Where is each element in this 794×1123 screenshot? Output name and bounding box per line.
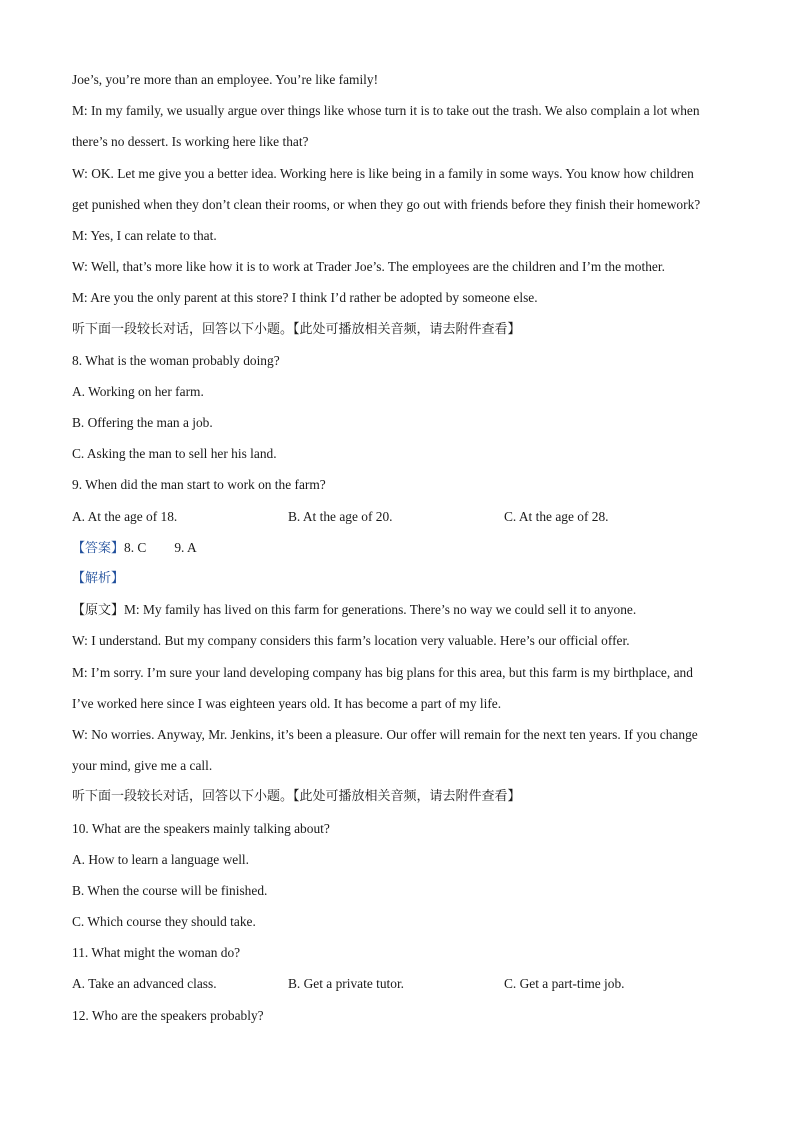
- transcript-line: I’ve worked here since I was eighteen years old. It has become a part of my life.: [72, 695, 502, 711]
- transcript-line: W: I understand. But my company considers this farm’s location very valuable. Here’s our official offer.: [72, 633, 630, 649]
- analysis-label: 【解析】: [72, 571, 125, 586]
- question-stem: 11. What might the woman do?: [72, 945, 241, 961]
- option-a: A. How to learn a language well.: [72, 851, 249, 867]
- transcript-line: your mind, give me a call.: [72, 758, 213, 774]
- option-a: A. Working on her farm.: [72, 383, 204, 399]
- option-b: B. At the age of 20.: [288, 508, 393, 524]
- option-b: B. Get a private tutor.: [288, 976, 405, 992]
- dialogue-line: M: In my family, we usually argue over things like whose turn it is to take out the trash. We also complain a lot when: [72, 103, 700, 119]
- option-a: A. At the age of 18.: [72, 508, 178, 524]
- section-instruction: 听下面一段较长对话，回答以下小题。【此处可播放相关音频，请去附件查看】: [72, 321, 521, 337]
- transcript-line: M: I’m sorry. I’m sure your land developing company has big plans for this area, but this farm is my birthplace, and: [72, 664, 693, 680]
- dialogue-line: there’s no dessert. Is working here like that?: [72, 134, 309, 150]
- option-b: B. When the course will be finished.: [72, 882, 268, 898]
- options-row: [72, 501, 724, 532]
- dialogue-line: W: OK. Let me give you a better idea. Working here is like being in a family in some ways. You know how children: [72, 165, 694, 181]
- dialogue-line: get punished when they don’t clean their rooms, or when they go out with friends before they finish their homework?: [72, 196, 701, 212]
- answer-8: 8. C: [124, 539, 147, 555]
- option-c: C. Which course they should take.: [72, 914, 256, 930]
- transcript-text: M: My family has lived on this farm for generations. There’s no way we could sell it to anyone.: [124, 602, 637, 618]
- document-page: [72, 64, 724, 1031]
- answer-line: [72, 532, 724, 563]
- option-c: C. At the age of 28.: [504, 508, 609, 524]
- dialogue-line: W: Well, that’s more like how it is to work at Trader Joe’s. The employees are the children and I’m the mother.: [72, 259, 665, 275]
- options-row: [72, 968, 724, 999]
- option-c: C. Get a part-time job.: [504, 976, 625, 992]
- answer-9: 9. A: [174, 539, 197, 555]
- question-stem: 10. What are the speakers mainly talking about?: [72, 820, 330, 836]
- transcript-line: W: No worries. Anyway, Mr. Jenkins, it’s been a pleasure. Our offer will remain for the next ten years. If you change: [72, 726, 698, 742]
- dialogue-line: M: Are you the only parent at this store? I think I’d rather be adopted by someone else.: [72, 290, 538, 306]
- option-b: B. Offering the man a job.: [72, 415, 213, 431]
- option-a: A. Take an advanced class.: [72, 976, 217, 992]
- transcript-label: 【原文】: [72, 603, 125, 619]
- dialogue-line: M: Yes, I can relate to that.: [72, 227, 217, 243]
- answer-label: 【答案】: [72, 540, 125, 556]
- option-c: C. Asking the man to sell her his land.: [72, 446, 277, 462]
- dialogue-line: Joe’s, you’re more than an employee. You’re like family!: [72, 72, 379, 87]
- transcript-line: [72, 594, 724, 625]
- section-instruction: 听下面一段较长对话，回答以下小题。【此处可播放相关音频，请去附件查看】: [72, 789, 521, 805]
- question-stem: 8. What is the woman probably doing?: [72, 352, 280, 368]
- question-stem: 12. Who are the speakers probably?: [72, 1007, 264, 1023]
- question-stem: 9. When did the man start to work on the farm?: [72, 477, 326, 493]
